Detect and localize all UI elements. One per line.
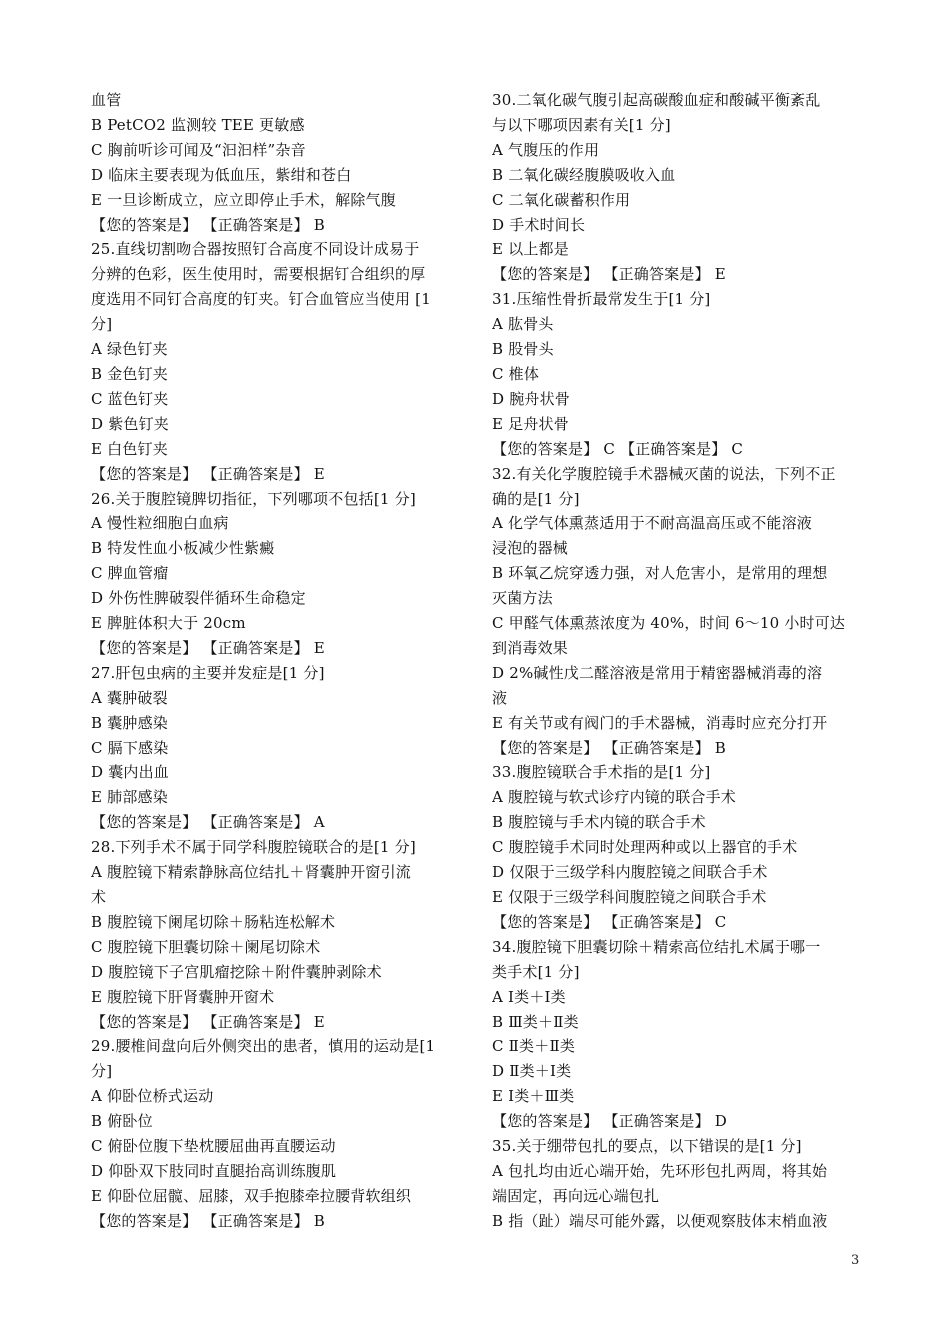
- text-line: 液: [492, 688, 508, 707]
- option-line: D 2%碱性戊二醛溶液是常用于精密器械消毒的溶: [492, 663, 823, 682]
- question-stem: 28.下列手术不属于同学科腹腔镜联合的是[1 分]: [91, 838, 416, 857]
- option-line: A 绿色钉夹: [91, 340, 168, 359]
- option-line: B Ⅲ类＋Ⅱ类: [492, 1012, 579, 1031]
- option-line: C 俯卧位腹下垫枕腰屈曲再直腰运动: [91, 1137, 336, 1156]
- option-line: B 腹腔镜下阑尾切除＋肠粘连松解术: [91, 912, 336, 931]
- option-line: B 腹腔镜与手术内镜的联合手术: [492, 813, 706, 832]
- option-line: B 指（趾）端尽可能外露，以便观察肢体末梢血液: [492, 1211, 828, 1230]
- option-line: E 一旦诊断成立，应立即停止手术，解除气腹: [91, 190, 396, 209]
- option-line: D 手术时间长: [492, 215, 586, 234]
- option-line: D 临床主要表现为低血压，紫绀和苍白: [91, 165, 352, 184]
- option-line: A 囊肿破裂: [91, 688, 168, 707]
- question-stem: 32.有关化学腹腔镜手术器械灭菌的说法，下列不正: [492, 464, 836, 483]
- option-line: C 椎体: [492, 364, 540, 383]
- option-line: A 化学气体熏蒸适用于不耐高温高压或不能溶液: [492, 514, 813, 533]
- option-line: E 足舟状骨: [492, 414, 569, 433]
- answer-line: 【您的答案是】 【正确答案是】 A: [91, 813, 325, 832]
- option-line: A Ⅰ类＋Ⅰ类: [492, 987, 566, 1006]
- option-line: C Ⅱ类＋Ⅱ类: [492, 1037, 576, 1056]
- question-stem: 30.二氧化碳气腹引起高碳酸血症和酸碱平衡紊乱: [492, 91, 821, 109]
- text-line: 类手术[1 分]: [492, 962, 580, 981]
- option-line: B 俯卧位: [91, 1112, 153, 1131]
- option-line: E Ⅰ类＋Ⅲ类: [492, 1087, 575, 1106]
- option-line: C 甲醛气体熏蒸浓度为 40%，时间 6～10 小时可达: [492, 614, 846, 633]
- question-stem: 29.腰椎间盘向后外侧突出的患者，慎用的运动是[1: [91, 1037, 436, 1056]
- page-number: 3: [851, 1253, 860, 1268]
- answer-line: 【您的答案是】 C 【正确答案是】 C: [492, 439, 744, 458]
- answer-line: 【您的答案是】 【正确答案是】 B: [91, 1211, 325, 1230]
- option-line: B 金色钉夹: [91, 364, 168, 383]
- option-line: D 囊内出血: [91, 763, 169, 782]
- option-line: B 特发性血小板减少性紫癜: [91, 539, 275, 558]
- option-line: C 腹腔镜手术同时处理两种或以上器官的手术: [492, 838, 798, 857]
- question-stem: 26.关于腹腔镜脾切指征，下列哪项不包括[1 分]: [91, 489, 416, 508]
- option-line: C 蓝色钉夹: [91, 389, 169, 408]
- option-line: B 股骨头: [492, 340, 554, 359]
- option-line: C 脾血管瘤: [91, 564, 169, 583]
- option-line: A 仰卧位桥式运动: [91, 1087, 214, 1106]
- text-line: 浸泡的器械: [492, 539, 569, 558]
- question-stem: 27.肝包虫病的主要并发症是[1 分]: [91, 663, 325, 682]
- text-line: 度选用不同钉合高度的钉夹。钉合血管应当使用 [1: [91, 290, 431, 309]
- option-line: D 腹腔镜下子宫肌瘤挖除＋附件囊肿剥除术: [91, 962, 382, 981]
- option-line: D 仅限于三级学科内腹腔镜之间联合手术: [492, 863, 768, 882]
- answer-line: 【您的答案是】 【正确答案是】 B: [492, 738, 726, 757]
- option-line: D 紫色钉夹: [91, 414, 169, 433]
- question-stem: 25.直线切割吻合器按照钉合高度不同设计成易于: [91, 240, 420, 259]
- option-line: E 仅限于三级学科间腹腔镜之间联合手术: [492, 888, 767, 906]
- option-line: A 腹腔镜与软式诊疗内镜的联合手术: [492, 788, 737, 807]
- option-line: C 二氧化碳蓄积作用: [492, 190, 631, 209]
- question-stem: 35.关于绷带包扎的要点，以下错误的是[1 分]: [492, 1137, 802, 1156]
- text-line: 分辨的色彩，医生使用时，需要根据钉合组织的厚: [91, 265, 426, 284]
- option-line: E 有关节或有阀门的手术器械，消毒时应充分打开: [492, 713, 828, 732]
- option-line: A 慢性粒细胞白血病: [91, 514, 229, 533]
- option-line: D 腕舟状骨: [492, 389, 570, 408]
- option-line: A 腹腔镜下精索静脉高位结扎＋肾囊肿开窗引流: [91, 863, 412, 882]
- answer-line: 【您的答案是】 【正确答案是】 E: [492, 265, 726, 284]
- text-line: 端固定，再向远心端包扎: [492, 1186, 660, 1205]
- option-line: A 包扎均由近心端开始，先环形包扎两周，将其始: [492, 1161, 828, 1180]
- option-line: C 腹腔镜下胆囊切除＋阑尾切除术: [91, 937, 321, 956]
- option-line: E 腹腔镜下肝肾囊肿开窗术: [91, 987, 275, 1006]
- answer-line: 【您的答案是】 【正确答案是】 E: [91, 638, 325, 657]
- option-line: D 外伤性脾破裂伴循环生命稳定: [91, 589, 306, 608]
- text-line: 术: [91, 888, 107, 906]
- option-line: D 仰卧双下肢同时直腿抬高训练腹肌: [91, 1161, 337, 1180]
- option-line: D Ⅱ类＋Ⅰ类: [492, 1062, 572, 1081]
- option-line: A 气腹压的作用: [492, 140, 600, 159]
- answer-line: 【您的答案是】 【正确答案是】 E: [91, 464, 325, 483]
- option-line: E 以上都是: [492, 240, 569, 259]
- text-line: 分]: [91, 1062, 113, 1081]
- question-stem: 33.腹腔镜联合手术指的是[1 分]: [492, 763, 711, 782]
- text-line: 与以下哪项因素有关[1 分]: [492, 115, 671, 134]
- text-line: 到消毒效果: [492, 638, 569, 657]
- option-line: B PetCO2 监测较 TEE 更敏感: [91, 115, 305, 134]
- question-stem: 31.压缩性骨折最常发生于[1 分]: [492, 290, 711, 309]
- text-line: 分]: [91, 315, 113, 334]
- option-line: E 仰卧位屈髋、屈膝，双手抱膝牵拉腰背软组织: [91, 1186, 412, 1205]
- answer-line: 【您的答案是】 【正确答案是】 B: [91, 215, 325, 234]
- option-line: C 胸前听诊可闻及“汩汩样”杂音: [91, 140, 306, 159]
- option-line: B 环氧乙烷穿透力强，对人危害小，是常用的理想: [492, 564, 828, 583]
- text-line: 血管: [91, 91, 122, 109]
- option-line: E 肺部感染: [91, 788, 168, 807]
- question-stem: 34.腹腔镜下胆囊切除＋精索高位结扎术属于哪一: [492, 937, 821, 956]
- option-line: E 脾脏体积大于 20cm: [91, 614, 246, 633]
- answer-line: 【您的答案是】 【正确答案是】 E: [91, 1012, 325, 1031]
- answer-line: 【您的答案是】 【正确答案是】 C: [492, 912, 727, 931]
- answer-line: 【您的答案是】 【正确答案是】 D: [492, 1112, 727, 1131]
- text-line: 灭菌方法: [492, 589, 553, 608]
- option-line: B 囊肿感染: [91, 713, 168, 732]
- option-line: A 肱骨头: [492, 315, 554, 334]
- left-column: [91, 88, 463, 1234]
- option-line: E 白色钉夹: [91, 439, 168, 458]
- option-line: B 二氧化碳经腹膜吸收入血: [492, 165, 676, 184]
- right-column: [492, 88, 864, 1234]
- option-line: C 膈下感染: [91, 738, 169, 757]
- text-line: 确的是[1 分]: [492, 489, 580, 508]
